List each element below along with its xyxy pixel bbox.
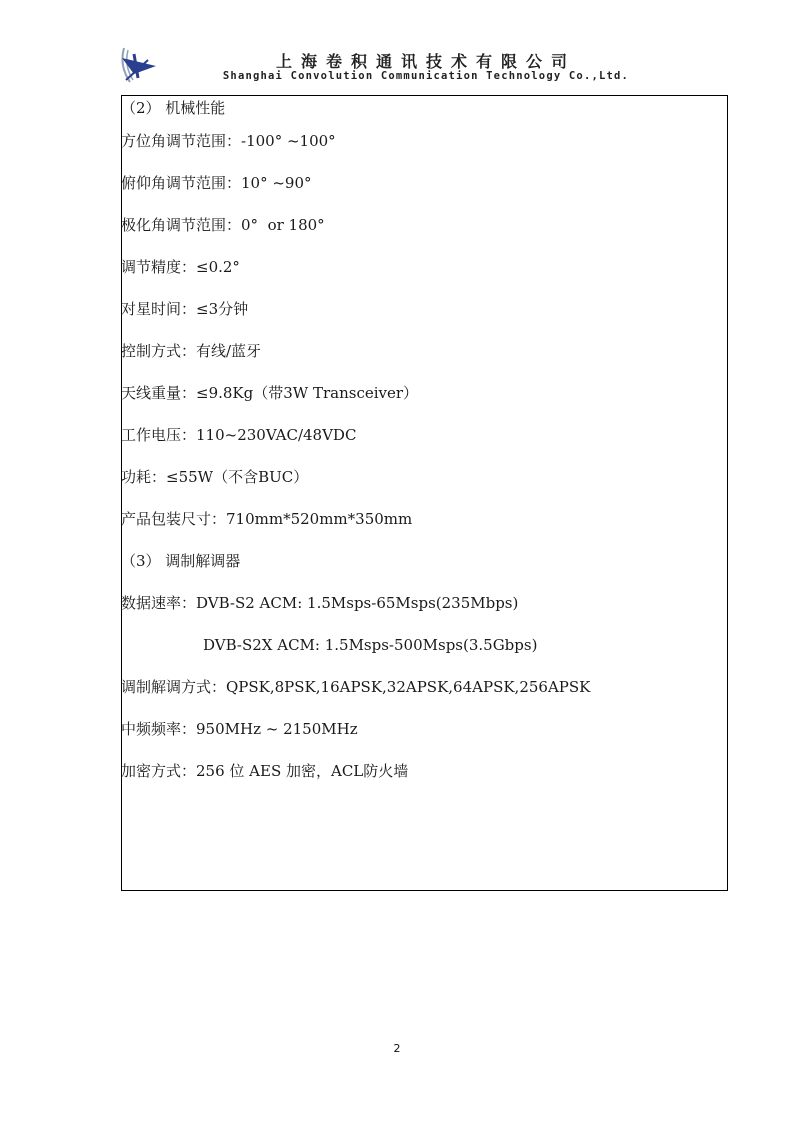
elevation-range: 俯仰角调节范围：10° ~90° [121, 174, 312, 192]
company-name-cn: 上海卷积通讯技术有限公司 [275, 52, 576, 71]
azimuth-range: 方位角调节范围：-100° ~100° [121, 132, 336, 150]
if-frequency: 中频频率：950MHz ~ 2150MHz [121, 720, 358, 738]
modulation-modes: 调制解调方式：QPSK,8PSK,16APSK,32APSK,64APSK,256APSK [121, 678, 591, 696]
antenna-weight: 天线重量：≤9.8Kg（带3W Transceiver） [121, 384, 419, 402]
adjustment-precision: 调节精度：≤0.2° [121, 258, 240, 276]
package-size: 产品包装尺寸：710mm*520mm*350mm [121, 510, 413, 528]
control-mode: 控制方式：有线/蓝牙 [121, 342, 262, 360]
data-rate-s2x: DVB-S2X ACM: 1.5Msps-500Msps(3.5Gbps) [203, 636, 538, 654]
company-logo-icon [118, 44, 160, 88]
encryption-mode: 加密方式：256 位 AES 加密，ACL防火墙 [121, 762, 409, 780]
power-consumption: 功耗：≤55W（不含BUC） [121, 468, 309, 486]
acquisition-time: 对星时间：≤3分钟 [121, 300, 249, 318]
operating-voltage: 工作电压：110~230VAC/48VDC [121, 426, 357, 444]
modem-section-heading: （3） 调制解调器 [121, 552, 241, 570]
company-name-en: Shanghai Convolution Communication Technology Co.,Ltd. [222, 70, 630, 82]
polarization-range: 极化角调节范围：0° or 180° [121, 216, 325, 234]
data-rate-s2: 数据速率：DVB-S2 ACM: 1.5Msps-65Msps(235Mbps) [121, 594, 519, 612]
mechanical-section-heading: （2） 机械性能 [121, 99, 226, 117]
page-number: 2 [393, 1042, 401, 1055]
